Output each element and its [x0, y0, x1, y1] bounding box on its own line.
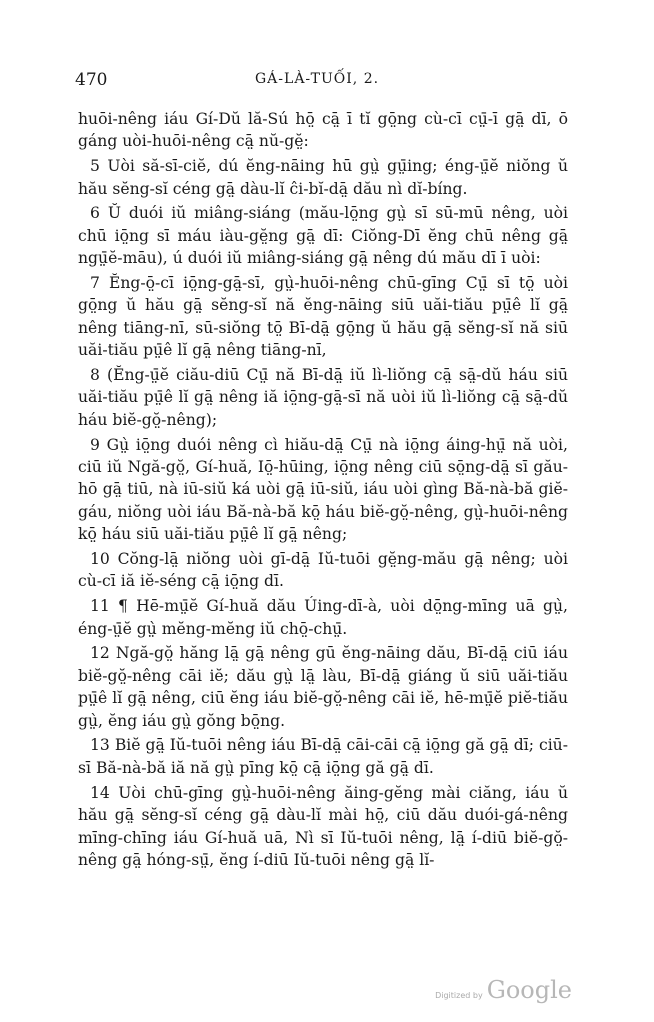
- digitized-watermark: [435, 976, 572, 1004]
- page-number: 470: [75, 70, 108, 90]
- verse-5: 5 Uòi să-sī-ciĕ, dú ĕng-nāing hū gṳ̀ gṳ̄ing; éng-ṳ̄ĕ niŏng ŭ hău sĕng-sĭ céng gā̤ dàu-lĭ ĉi-bĭ-dā̤ dău nì dĭ-bíng.: [78, 157, 568, 198]
- verse-12: 12 Ngă-gŏ̤ hăng lā̤ gā̤ nêng gū ĕng-nāing dău, Bī-dā̤ ciū iáu biĕ-gŏ̤-nêng cāi iĕ; dău gṳ̀ lā̤ làu, Bī-dā̤ giáng ŭ siū uăi-tiău pṳ̄ê lĭ gā̤ nêng, ciū ĕng iáu biĕ-gŏ̤-nêng cāi iĕ, hē-mṳ̄ĕ piĕ-tiău gṳ̀, ĕng iáu gṳ̀ gŏng bō̤ng.: [78, 644, 568, 730]
- google-logo: Google: [486, 976, 572, 1004]
- digitized-by-label: Digitized by: [435, 991, 483, 1000]
- page-header: [75, 70, 575, 94]
- verse-13: 13 Biĕ gā̤ Iŭ-tuōi nêng iáu Bī-dā̤ cāi-cāi cā̤ iō̤ng gă gā̤ dī; ciū-sī Bă-nà-bă iă nă gṳ̀ pīng kō̤ cā̤ iō̤ng gă gā̤ dī.: [78, 736, 568, 777]
- verse-14: 14 Uòi chū-gīng gṳ̀-huōi-nêng ăing-gĕng mài ciăng, iáu ŭ hău gā̤ sĕng-sĭ céng gā̤ dàu-lĭ mài hō̤, ciū dău duói-gá-nêng mīng-chīng iáu Gí-huă uā, Nì sī Iŭ-tuōi nêng, lā̤ í-diū biĕ-gŏ̤-nêng gā̤ hóng-sṳ̄, ĕng í-diū Iŭ-tuōi nêng gā̤ lĭ-: [78, 783, 568, 869]
- paragraph: huōi-nêng iáu Gí-Dŭ lă-Sú hō̤ cā̤ ī tĭ gō̤ng cù-cī cṳ̄-ī gā̤ dī, ō gáng uòi-huōi-nêng cā̤ nŭ-gĕ̤:: [78, 110, 568, 151]
- verse-8: 8 (Ĕng-ṳ̄ĕ ciău-diū Cṳ̄ nă Bī-dā̤ iŭ lì-liŏng cā̤ sā̤-dŭ háu siū uăi-tiău pṳ̄ê lĭ gā̤ nêng iă iō̤ng-gā̤-sī nă uòi iŭ lì-liŏng cā̤ sā̤-dŭ háu biĕ-gŏ̤-nêng);: [78, 366, 568, 429]
- body-text: [78, 108, 568, 874]
- verse-7: 7 Ĕng-ō̤-cī iō̤ng-gā̤-sī, gṳ̀-huōi-nêng chū-gīng Cṳ̄ sī tō̤ uòi gō̤ng ŭ hău gā̤ sĕng-sĭ nă ĕng-nāing siū uăi-tiău pṳ̄ê lĭ gā̤ nêng tiāng-nī, sū-siŏng tō̤ Bī-dā̤ gō̤ng ŭ hău gā̤ sĕng-sĭ nă siū uăi-tiău pṳ̄ê lĭ gā̤ nêng tiāng-nī,: [78, 274, 568, 360]
- running-head: GÁ-LÀ-TUỐI, 2.: [255, 71, 380, 87]
- verse-9: 9 Gṳ̀ iō̤ng duói nêng cì hiău-dā̤ Cṳ̄ nà iō̤ng áing-hṳ̄ nă uòi, ciū iŭ Ngă-gŏ̤, Gí-huă, Iō̤-hūing, iō̤ng nêng ciū sō̤ng-dā̤ sī gău-hō gā̤ tiū, nà iū-siŭ ká uòi gā̤ iū-siŭ, iáu uòi gìng Bă-nà-bă giĕ-gáu, niŏng uòi iáu Bă-nà-bă kō̤ háu biĕ-gŏ̤-nêng, gṳ̀-huōi-nêng kō̤ háu siū uăi-tiău pṳ̄ê lĭ gā̤ nêng;: [78, 435, 568, 544]
- verse-11: 11 ¶ Hē-mṳ̄ĕ Gí-huă dău Úing-dī-à, uòi dō̤ng-mīng uā gṳ̀, éng-ṳ̄ĕ gṳ̀ mĕng-mĕng iŭ chō̤-chṳ̄.: [78, 597, 568, 638]
- verse-6: 6 Ŭ duói iŭ miâng-siáng (mău-lō̤ng gṳ̀ sī sū-mū nêng, uòi chū iō̤ng sī máu iàu-gĕ̤ng gā̤ dī: Ciŏng-Dī ĕng chū nêng gā̤ ngṳ̄ĕ-māu), ú duói iŭ miâng-siáng gā̤ nêng dú mău dī ī uòi:: [78, 204, 568, 268]
- verse-10: 10 Cŏng-lā̤ niŏng uòi gī-dā̤ Iŭ-tuōi gĕ̤ng-mău gā̤ nêng; uòi cù-cī iă iĕ-séng cā̤ iō̤ng dī.: [78, 550, 568, 591]
